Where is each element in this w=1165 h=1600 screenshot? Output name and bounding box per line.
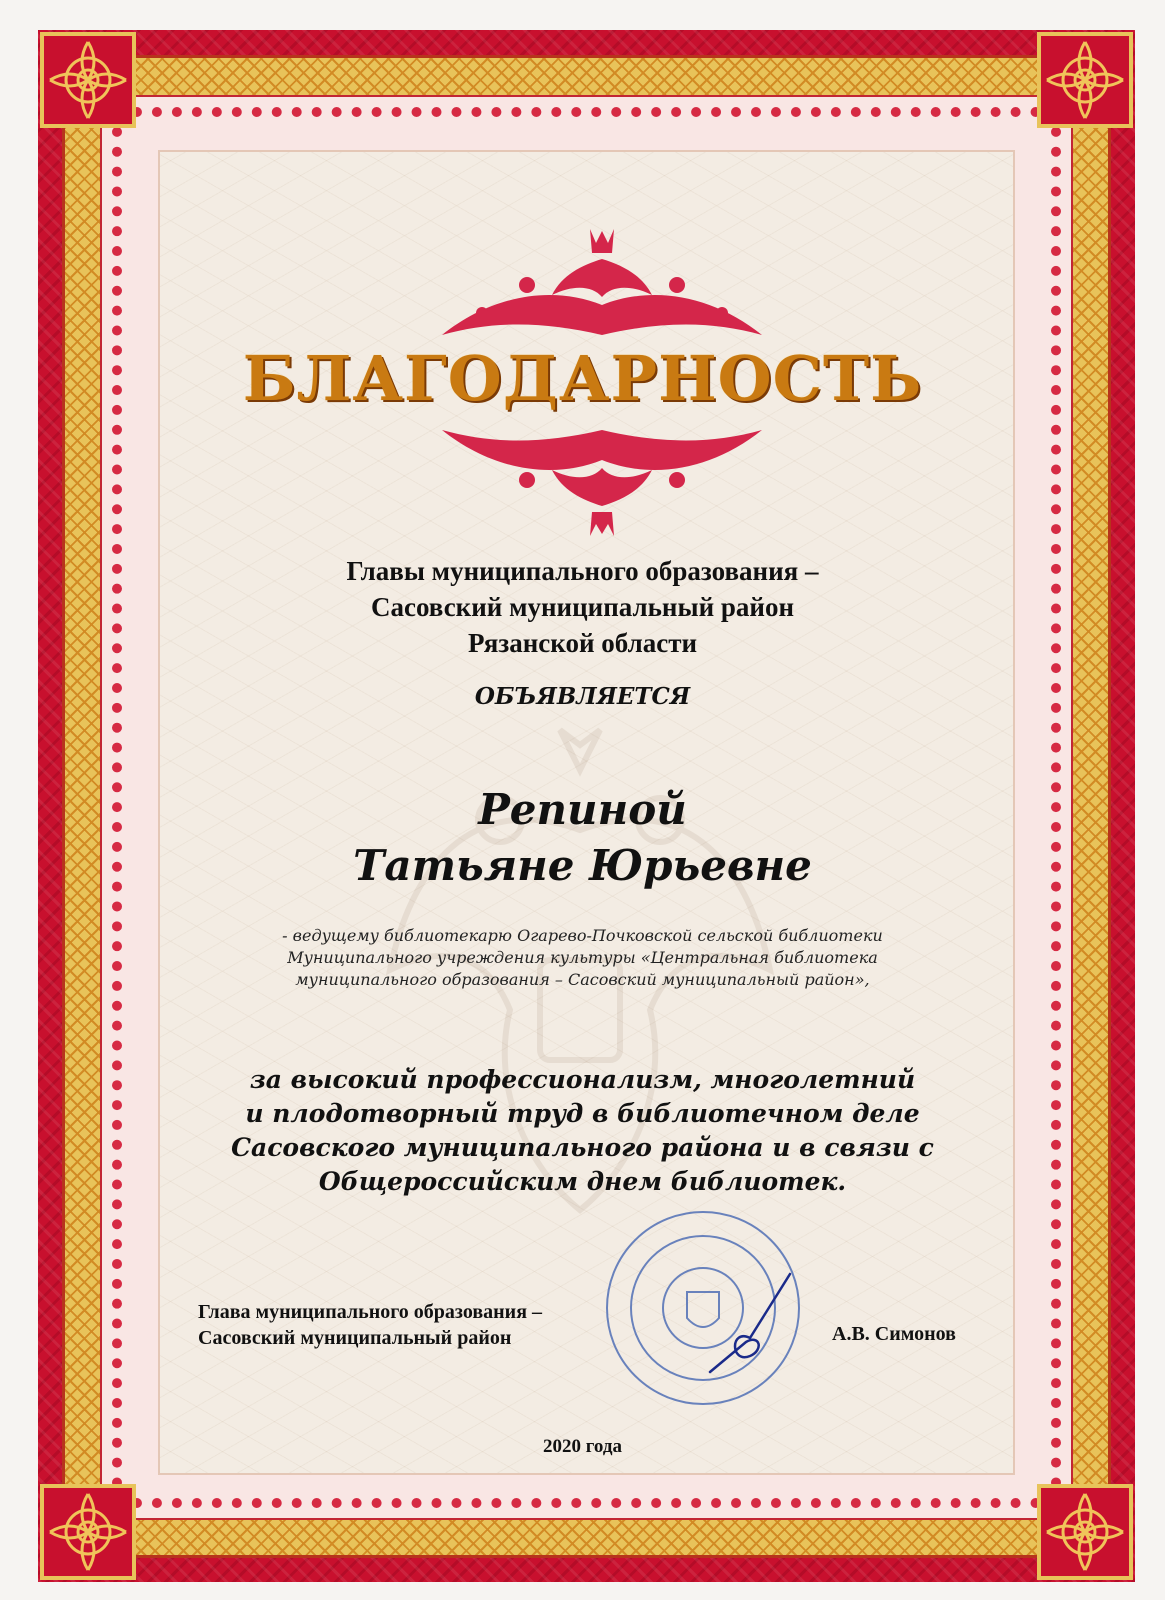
issuer-block xyxy=(0,553,1165,661)
recipient-line: Репиной xyxy=(478,785,687,834)
reason-line: Общероссийским днем библиотек. xyxy=(318,1167,847,1196)
signatory-title-line: Сасовский муниципальный район xyxy=(198,1327,512,1349)
signatory-title xyxy=(198,1299,542,1351)
certificate-date: 2020 года xyxy=(543,1436,622,1457)
crown-flourish-icon xyxy=(432,225,772,345)
recipient-name xyxy=(0,782,1165,894)
signatory-title-line: Глава муниципального образования – xyxy=(198,1301,543,1323)
issuer-line: Рязанской области xyxy=(467,628,698,658)
issuer-line: Главы муниципального образования – xyxy=(346,556,819,586)
position-line: - ведущему библиотекарю Огарево-Почковской сельской библиотеки xyxy=(282,926,883,945)
corner-ornament-icon xyxy=(1037,32,1133,128)
corner-ornament-icon xyxy=(1037,1484,1133,1580)
position-line: муниципального образования – Сасовский муниципальный район», xyxy=(295,970,870,989)
reason-line: Сасовского муниципального района и в связи с xyxy=(231,1133,934,1162)
signatory-name: А.В. Симонов xyxy=(832,1323,956,1345)
issuer-line: Сасовский муниципальный район xyxy=(370,592,795,622)
position-line: Муниципального учреждения культуры «Центральная библиотека xyxy=(287,948,878,967)
award-reason xyxy=(0,1063,1165,1199)
announce-heading: ОБЪЯВЛЯЕТСЯ xyxy=(474,683,691,710)
reason-line: и плодотворный труд в библиотечном деле xyxy=(245,1099,920,1128)
recipient-position xyxy=(0,925,1165,991)
certificate-title: БЛАГОДАРНОСТЬ xyxy=(242,342,923,415)
corner-ornament-icon xyxy=(40,32,136,128)
corner-ornament-icon xyxy=(40,1484,136,1580)
handwritten-signature-icon xyxy=(690,1268,810,1378)
recipient-line: Татьяне Юрьевне xyxy=(353,841,812,890)
reason-line: за высокий профессионализм, многолетний xyxy=(249,1065,916,1094)
bottom-flourish-icon xyxy=(432,420,772,540)
